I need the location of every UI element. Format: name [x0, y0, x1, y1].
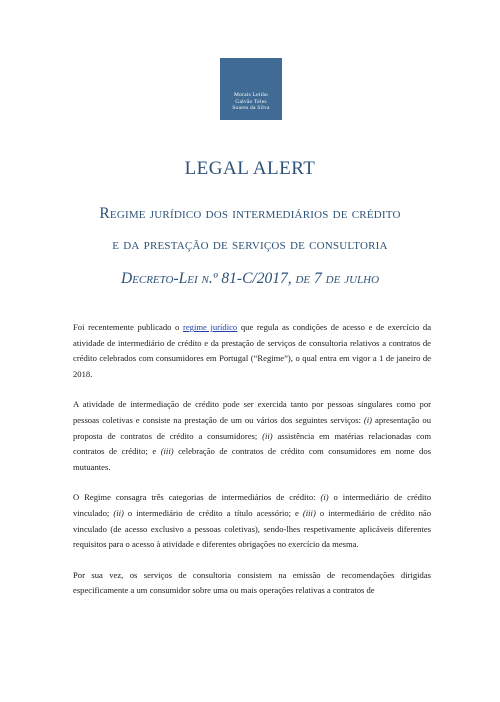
p2-text-4: celebração de contratos de crédito com consumidores em nome dos mutuantes.	[73, 446, 431, 472]
p3-enum-3: (iii)	[302, 507, 316, 518]
subtitle-line-1: Regime jurídico dos intermediários de crédito	[99, 205, 401, 222]
subtitle-line-2: e da prestação de serviços de consultoria	[112, 236, 388, 253]
p2-text-1: A atividade de intermediação de crédito pode ser exercida tanto por pessoas singulares como por pessoas coletivas e consiste na prestação de um ou vários dos seguintes serviços:	[73, 399, 431, 425]
legal-regime-link[interactable]: regime jurídico	[182, 322, 238, 332]
p1-text-after: que regula as condições de acesso e de exercício da atividade de intermediário de crédito e da prestação de serviços de consultoria relativos a contratos de crédito celebrados com consumidores em Portugal (“Regime”), o qual entra em vigor a 1 de janeiro de 2018.	[73, 322, 432, 379]
paragraph-3	[73, 490, 431, 552]
p3-text-1: O Regime consagra três categorias de intermediários de crédito:	[73, 492, 321, 503]
decree-title: Decreto-Lei n.º 81-C/2017, de 7 de julho	[120, 270, 380, 287]
p2-enum-3: (iii)	[160, 446, 174, 457]
p3-text-3: o intermediário de crédito a título acessório; e	[123, 507, 303, 518]
p3-text-2: o intermediário de crédito vinculado;	[73, 492, 431, 518]
logo-line-1: Morais Leitão	[233, 92, 269, 99]
p2-enum-1: (i)	[363, 414, 373, 425]
firm-logo	[220, 58, 282, 120]
p2-text-2: apresentação ou proposta de contratos de crédito a consumidores;	[73, 414, 431, 441]
article-body	[73, 320, 431, 614]
p4-text: Por sua vez, os serviços de consultoria consistem na emissão de recomendações dirigidas especificamente a um consumidor sobre uma ou mais operações relativas a contratos de	[73, 569, 431, 596]
paragraph-1	[73, 320, 431, 382]
paragraph-4	[73, 568, 431, 599]
logo-line-3: Soares da Silva	[232, 105, 270, 112]
p3-text-4: o intermediário de crédito não vinculado (de acesso exclusivo a pessoas coletivas), sendo-lhes respetivamente aplicáveis diferentes requisitos para o acesso à atividade e diferentes obrigações no exercício da mesma.	[73, 507, 431, 550]
alert-title: LEGAL ALERT	[184, 158, 316, 179]
p3-enum-1: (i)	[320, 492, 329, 503]
p1-text-before: Foi recentemente publicado o	[73, 322, 183, 332]
p2-enum-2: (ii)	[262, 430, 273, 441]
logo-line-2: Galvão Teles	[235, 98, 267, 105]
p2-text-3: assistência em matérias relacionadas com contratos de crédito; e	[73, 430, 432, 457]
p3-enum-2: (ii)	[113, 507, 124, 518]
paragraph-2	[73, 397, 431, 475]
